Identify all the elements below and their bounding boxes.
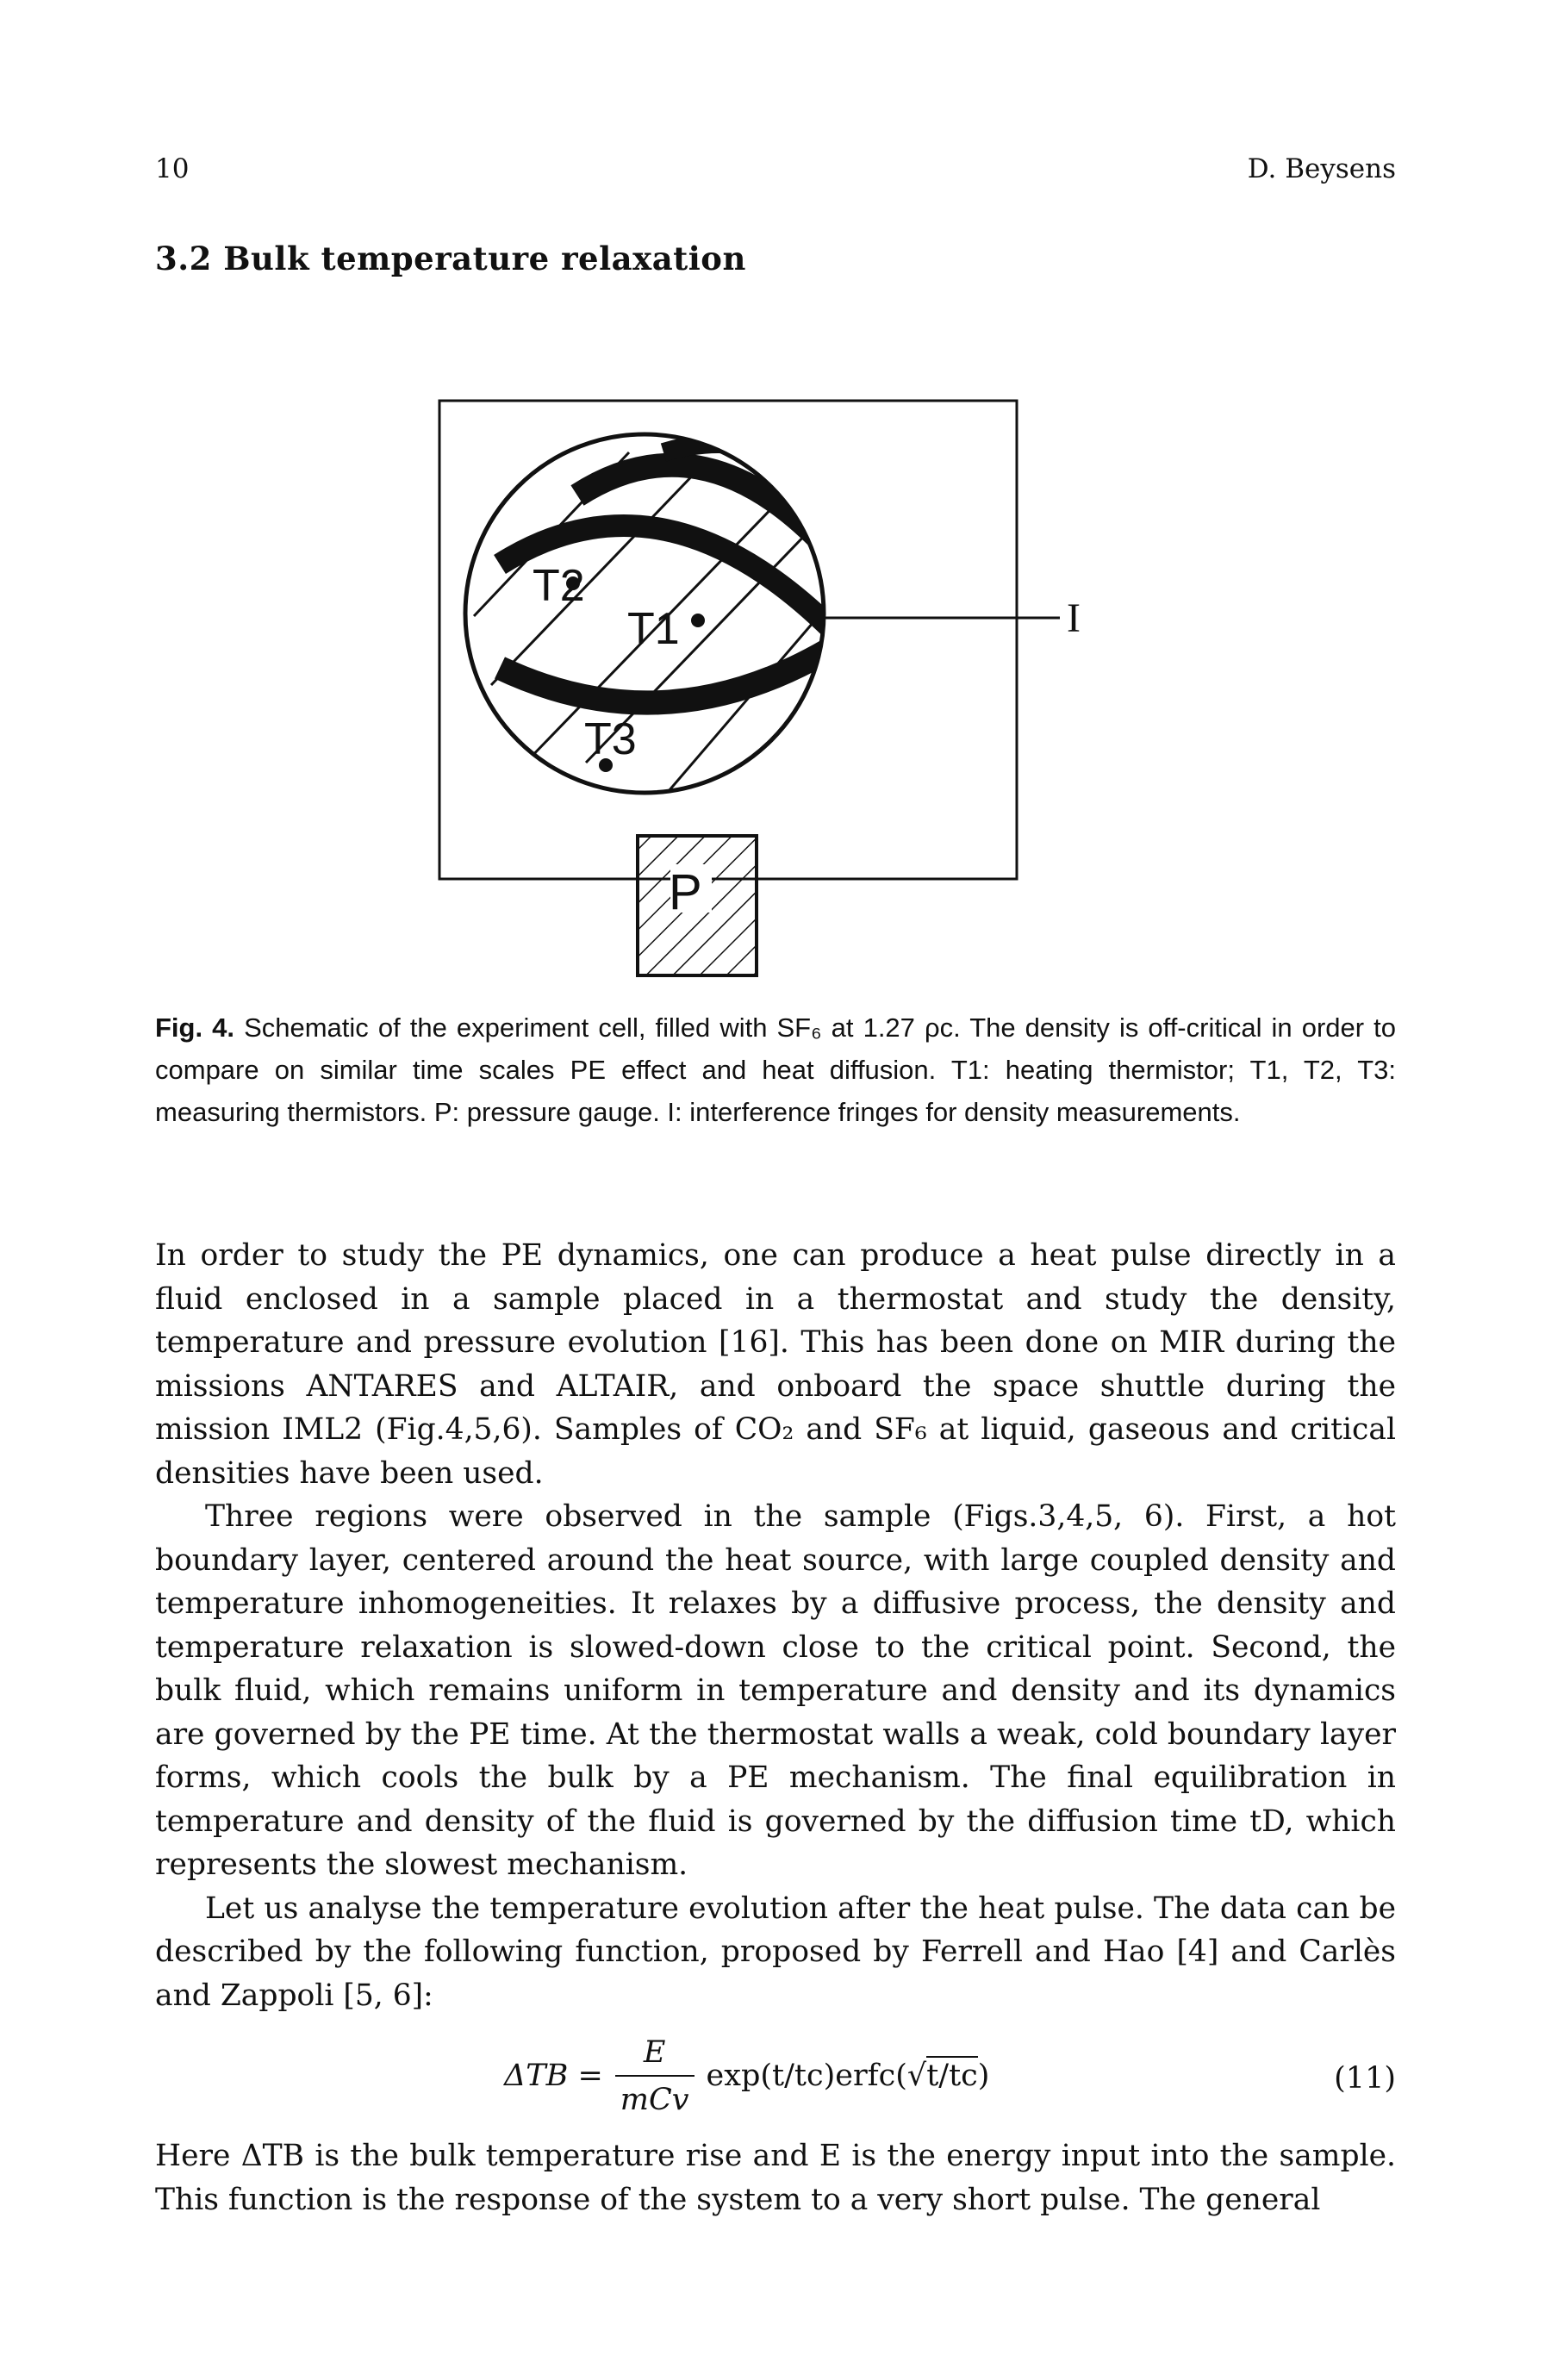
thermistor-t1-dot (691, 614, 705, 627)
body-text (155, 1234, 1396, 2221)
eq-numerator: E (643, 2035, 666, 2070)
paragraph-1: In order to study the PE dynamics, one can produce a heat pulse directly in a fluid enclosed in a sample placed in a thermostat and study the density, temperature and pressure evolution [16]. This has been done on MIR during the missions ANTARES and ALTAIR, and onboard the space shuttle during the mission IML2 (Fig.4,5,6). Samples of CO₂ and SF₆ at liquid, gaseous and critical densities have been used. (155, 1238, 1396, 1491)
label-t2: T2 (533, 561, 585, 611)
equation-number: (11) (1334, 2061, 1396, 2096)
eq-fraction (615, 2031, 695, 2121)
eq-lhs: ΔTB = (504, 2059, 603, 2094)
experiment-cell-figure (405, 358, 1094, 978)
label-t1: T1 (627, 604, 680, 654)
page-number: 10 (155, 153, 190, 184)
caption-text: Schematic of the experiment cell, filled with SF₆ at 1.27 ρc. The density is off-critical in order to compare on similar time scales PE effect and heat diffusion. T1: heating thermistor; T1, T2, T3: measuring thermistors. P: pressure gauge. I: interference fringes for density measurements. (155, 1012, 1396, 1127)
paragraph-2: Three regions were observed in the sample (Figs.3,4,5, 6). First, a hot boundary layer, centered around the heat source, with large coupled density and temperature inhomogeneities. It relaxes by a diffusive process, the density and temperature relaxation is slowed-down close to the critical point. Second, the bulk fluid, which remains uniform in temperature and density and its dynamics are governed by the PE time. At the thermostat walls a weak, cold boundary layer forms, which cools the bulk by a PE mechanism. The final equilibration in temperature and density of the fluid is governed by the diffusion time tD, which represents the slowest mechanism. (155, 1499, 1396, 1882)
caption-label: Fig. 4. (155, 1012, 235, 1043)
label-t3: T3 (584, 714, 637, 764)
eq-rhs-sqrt: t/tc (926, 2056, 978, 2093)
paragraph-4: Here ΔTB is the bulk temperature rise and E is the energy input into the sample. This function is the response of the system to a very short pulse. The general (155, 2139, 1396, 2217)
equation-11: ΔTB = $\frac{E}{\text{mCv}}$ exp(t/tc)erfc(√t/tc) (11) (155, 2022, 1396, 2128)
label-i: I (1067, 595, 1081, 641)
eq-rhs-a: exp(t/tc)erfc( (706, 2059, 907, 2094)
running-author: D. Beysens (1247, 153, 1396, 184)
eq-rhs-b: ) (977, 2059, 990, 2094)
paragraph-3: Let us analyse the temperature evolution after the heat pulse. The data can be described by the following function, proposed by Ferrell and Hao [4] and Carlès and Zappoli [5, 6]: (155, 1891, 1396, 2013)
eq-denominator: mCv (615, 2075, 695, 2122)
section-title: 3.2 Bulk temperature relaxation (155, 240, 746, 277)
figure-caption (155, 1006, 1396, 1133)
label-p: P (669, 864, 702, 920)
